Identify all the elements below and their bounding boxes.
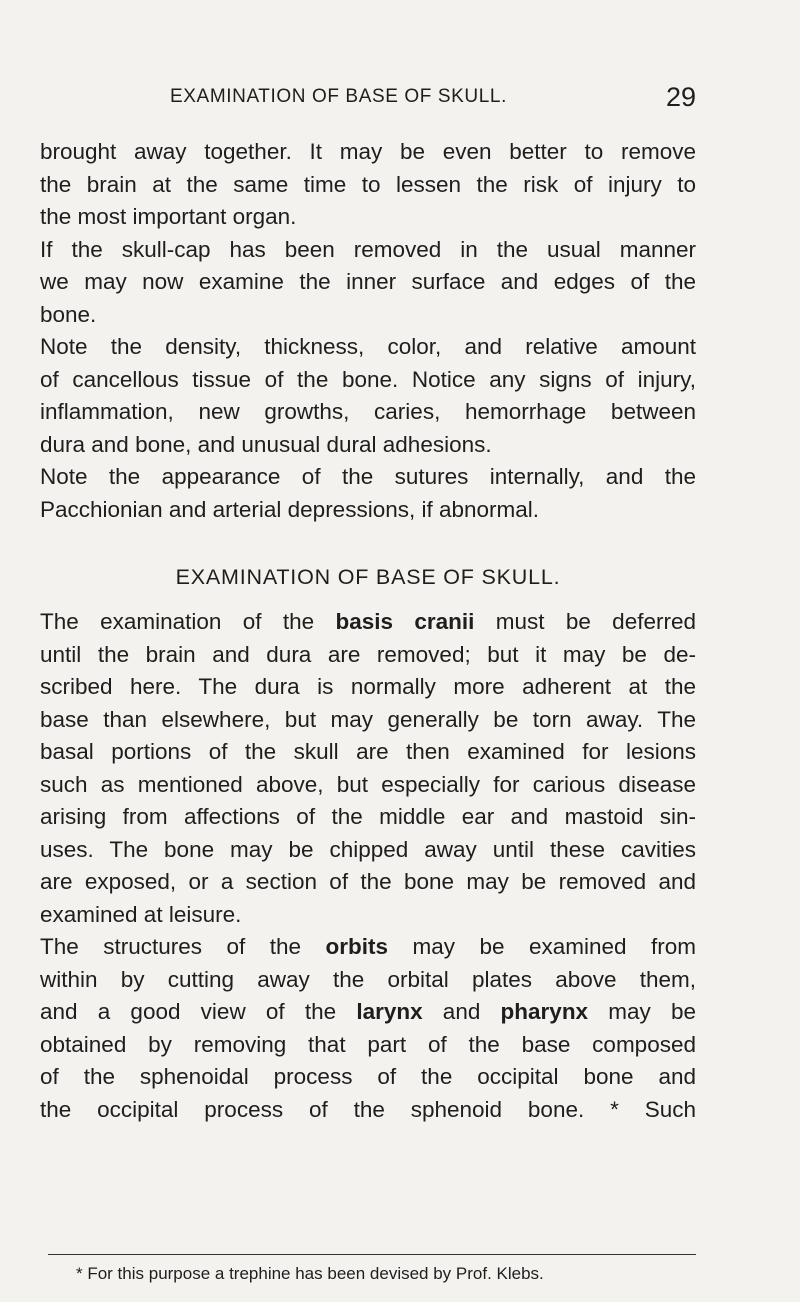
text-line: Note the density, thickness, color, and relative amount (40, 334, 696, 359)
running-title: EXAMINATION OF BASE OF SKULL. (170, 86, 507, 107)
text-line: the brain at the same time to lessen the risk of injury to (40, 171, 696, 197)
text-line (40, 931, 696, 964)
text-run: may be (588, 999, 696, 1024)
text-run: The structures of the (40, 934, 326, 959)
text-line: we may now examine the inner surface and edges of the (40, 269, 696, 294)
running-head (40, 82, 696, 116)
body-text-top (40, 136, 696, 526)
text-line: Note the appearance of the sutures internally, and the (40, 464, 696, 489)
text-line: base than elsewhere, but may generally be torn away. The (40, 706, 696, 732)
text-line: such as mentioned above, but especially for carious disease (40, 771, 696, 797)
text-line: obtained by removing that part of the base composed (40, 1031, 696, 1057)
text-line: inflammation, new growths, caries, hemorrhage between (40, 399, 696, 424)
emphasis-term: orbits (325, 934, 388, 959)
text-line: Pacchionian and arterial depressions, if abnormal. (40, 496, 540, 522)
paragraph-3 (40, 331, 696, 461)
paragraph-1 (40, 136, 696, 234)
paragraph-4 (40, 461, 696, 526)
text-line: the most important organ. (40, 204, 297, 229)
footnote-rule (48, 1254, 696, 1255)
text-line: until the brain and dura are removed; but it may be de- (40, 641, 696, 667)
text-line (40, 606, 696, 639)
text-line (40, 996, 696, 1029)
page-number: 29 (665, 82, 696, 112)
text-line: examined at leisure. (40, 901, 242, 927)
paragraph-2 (40, 234, 696, 332)
text-run: The examination of the (40, 609, 336, 634)
paragraph-5 (40, 606, 696, 931)
text-line: bone. (40, 301, 97, 327)
emphasis-term: basis cranii (335, 609, 475, 634)
text-line: within by cutting away the orbital plates above them, (40, 966, 696, 992)
emphasis-term: pharynx (500, 999, 589, 1024)
text-line: scribed here. The dura is normally more adherent at the (40, 674, 696, 699)
footnote: * For this purpose a trephine has been devised by Prof. Klebs. (76, 1264, 544, 1283)
text-line: are exposed, or a section of the bone may be removed and (40, 869, 696, 894)
text-line: basal portions of the skull are then examined for lesions (40, 739, 696, 764)
text-line: brought away together. It may be even better to remove (40, 139, 696, 164)
text-run: and a good view of the (40, 999, 357, 1024)
text-line: the occipital process of the sphenoid bone. * Such (40, 1096, 696, 1122)
text-line: of the sphenoidal process of the occipital bone and (40, 1064, 696, 1089)
text-run: may be examined from (388, 934, 696, 959)
text-line: arising from affections of the middle ear and mastoid sin- (40, 804, 696, 829)
emphasis-term: larynx (356, 999, 423, 1024)
text-line: dura and bone, and unusual dural adhesions. (40, 431, 492, 457)
text-line: of cancellous tissue of the bone. Notice any signs of injury, (40, 366, 696, 392)
text-run: and (422, 999, 501, 1024)
section-heading: EXAMINATION OF BASE OF SKULL. (175, 565, 561, 589)
text-line: uses. The bone may be chipped away until these cavities (40, 836, 696, 862)
text-line: If the skull-cap has been removed in the usual manner (40, 236, 696, 262)
text-run: must be deferred (474, 609, 696, 634)
body-text-bottom (40, 606, 696, 1126)
paragraph-6 (40, 931, 696, 1126)
